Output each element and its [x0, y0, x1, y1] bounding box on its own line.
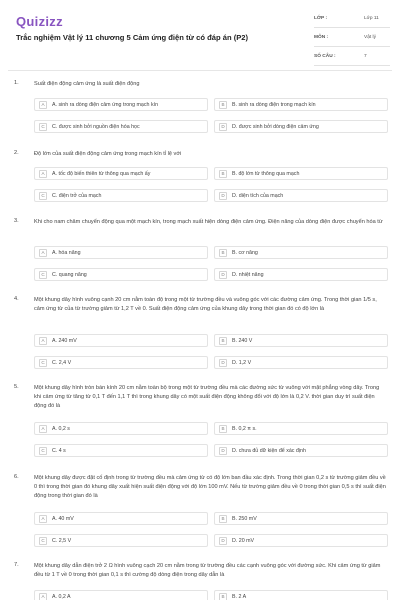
option-letter-badge: C: [39, 192, 47, 200]
meta-label: SỐ CÂU :: [314, 54, 336, 59]
option-a[interactable]: [34, 590, 208, 600]
option-text: B. 2 A: [232, 594, 247, 600]
option-b[interactable]: [214, 422, 388, 435]
option-letter-badge: B: [219, 249, 227, 257]
option-text: A. 240 mV: [52, 338, 77, 344]
option-b[interactable]: [214, 334, 388, 347]
option-text: D. diện tích của mạch: [232, 193, 284, 199]
option-letter-badge: C: [39, 447, 47, 455]
option-letter-badge: A: [39, 515, 47, 523]
option-text: D. 1,2 V: [232, 360, 252, 366]
option-a[interactable]: [34, 334, 208, 347]
quizizz-logo[interactable]: Quizizz: [16, 14, 63, 29]
option-text: B. cơ năng: [232, 250, 258, 256]
option-text: D. nhiệt năng: [232, 272, 264, 278]
meta-label: MÔN :: [314, 35, 329, 40]
question-text: Khi cho nam châm chuyển động qua một mạch kín, trong mạch xuất hiện dòng điện cảm ứng. Điện năng của dòng điện được chuyển hóa từ: [34, 219, 383, 225]
option-c[interactable]: [34, 120, 208, 133]
question-text: Một khung dây hình tròn bán kính 20 cm nằm toàn bộ trong một từ trường đều mà các đường sức từ vuông với mặt phẳng vòng dây. Trong khi cảm ứng từ tăng từ 0,1 T đến 1,1 T thì trong khung dây có một suất điện động không đổi với độ lớn là 0,2 V. thời gian duy trì suất điện động đó là: [34, 385, 380, 409]
meta-row-class: [314, 12, 390, 28]
option-text: D. được sinh bởi dòng điện cảm ứng: [232, 124, 319, 130]
option-c[interactable]: [34, 534, 208, 547]
meta-label: LỚP :: [314, 16, 328, 21]
option-letter-badge: C: [39, 359, 47, 367]
option-b[interactable]: [214, 590, 388, 600]
option-text: A. 40 mV: [52, 516, 74, 522]
question-text: Suất điện động cảm ứng là suất điện động: [34, 81, 140, 87]
worksheet-meta: [314, 12, 390, 69]
option-c[interactable]: [34, 356, 208, 369]
option-d[interactable]: [214, 268, 388, 281]
option-d[interactable]: [214, 356, 388, 369]
option-letter-badge: C: [39, 537, 47, 545]
question-number: 3.: [14, 218, 19, 224]
question-text: Một khung dây được đặt cố định trong từ trường đều mà cảm ứng từ có độ lớn ban đầu xác định. Trong thời gian 0,2 s từ trường giảm đều về 0 thì trong thời gian đó khung dây xuất hiện suất điện động với độ lớn 100 mV. Nếu từ trường giảm đều về 0 trong thời gian 0,5 s thì suất điện động trong thời gian đó là: [34, 475, 386, 499]
question-text: Độ lớn của suất điện động cảm ứng trong mạch kín tỉ lệ với: [34, 151, 182, 157]
option-letter-badge: B: [219, 425, 227, 433]
option-c[interactable]: [34, 189, 208, 202]
option-letter-badge: A: [39, 337, 47, 345]
meta-row-count: [314, 50, 390, 66]
option-letter-badge: B: [219, 593, 227, 600]
option-text: B. 0,2 π s.: [232, 426, 257, 432]
option-d[interactable]: [214, 189, 388, 202]
option-b[interactable]: [214, 246, 388, 259]
option-text: C. 2,5 V: [52, 538, 72, 544]
meta-value: Lớp 11: [364, 16, 379, 21]
option-letter-badge: C: [39, 123, 47, 131]
option-letter-badge: B: [219, 337, 227, 345]
option-text: A. sinh ra dòng điện cảm ứng trong mạch kín: [52, 102, 159, 108]
option-a[interactable]: [34, 512, 208, 525]
option-text: C. 2,4 V: [52, 360, 72, 366]
option-a[interactable]: [34, 246, 208, 259]
option-letter-badge: C: [39, 271, 47, 279]
option-text: D. 20 mV: [232, 538, 255, 544]
option-b[interactable]: [214, 167, 388, 180]
option-text: B. 250 mV: [232, 516, 257, 522]
option-text: A. 0,2 s: [52, 426, 70, 432]
worksheet-header: [0, 0, 400, 66]
option-letter-badge: D: [219, 192, 227, 200]
question-text: Một khung dây hình vuông cạnh 20 cm nằm toàn độ trong một từ trường đều và vuông góc với các đường cảm ứng. Trong thời gian 1/5 s, cảm ứng từ của từ trường giảm từ 1,2 T về 0. Suất điện động cảm ứng của khung dây trong thời gian đó có độ lớn là: [34, 297, 377, 312]
question-number: 1.: [14, 80, 19, 86]
option-text: C. quang năng: [52, 272, 87, 278]
option-letter-badge: A: [39, 249, 47, 257]
option-letter-badge: D: [219, 537, 227, 545]
option-text: A. tốc độ biến thiên từ thông qua mạch ấy: [52, 171, 151, 177]
question-text: Một khung dây dẫn điện trở 2 Ω hình vuông cạch 20 cm nằm trong từ trường đều các cạnh vuông góc với đường sức. Khi cảm ứng từ giảm đều từ 1 T về 0 trong thời gian 0,1 s thì cường độ dòng điện trong dây dẫn là: [34, 563, 381, 578]
option-a[interactable]: [34, 422, 208, 435]
option-letter-badge: D: [219, 447, 227, 455]
option-c[interactable]: [34, 268, 208, 281]
option-text: C. được sinh bởi nguồn điện hóa học: [52, 124, 140, 130]
option-text: B. sinh ra dòng điện trong mạch kín: [232, 102, 316, 108]
option-text: B. 240 V: [232, 338, 253, 344]
meta-value: Vật lý: [364, 35, 376, 40]
option-d[interactable]: [214, 120, 388, 133]
option-letter-badge: A: [39, 425, 47, 433]
option-text: D. chưa đủ dữ kiện để xác định: [232, 448, 306, 454]
option-d[interactable]: [214, 534, 388, 547]
option-b[interactable]: [214, 512, 388, 525]
option-d[interactable]: [214, 444, 388, 457]
option-letter-badge: D: [219, 123, 227, 131]
question-number: 7.: [14, 562, 19, 568]
option-letter-badge: A: [39, 593, 47, 600]
option-letter-badge: B: [219, 170, 227, 178]
meta-value: 7: [364, 54, 367, 59]
option-a[interactable]: [34, 167, 208, 180]
option-letter-badge: A: [39, 170, 47, 178]
option-text: C. điện trở của mạch: [52, 193, 102, 199]
option-b[interactable]: [214, 98, 388, 111]
question-number: 6.: [14, 474, 19, 480]
option-text: A. 0,2 A: [52, 594, 71, 600]
option-text: A. hóa năng: [52, 250, 81, 256]
option-letter-badge: B: [219, 515, 227, 523]
page-title: Trắc nghiệm Vật lý 11 chương 5 Cảm ứng điện từ có đáp án (P2): [16, 33, 249, 42]
option-letter-badge: A: [39, 101, 47, 109]
option-text: B. độ lớn từ thông qua mạch: [232, 171, 300, 177]
option-text: C. 4 s: [52, 448, 66, 454]
option-letter-badge: D: [219, 271, 227, 279]
option-letter-badge: D: [219, 359, 227, 367]
option-c[interactable]: [34, 444, 208, 457]
option-letter-badge: B: [219, 101, 227, 109]
meta-row-subject: [314, 31, 390, 47]
question-number: 5.: [14, 384, 19, 390]
option-a[interactable]: [34, 98, 208, 111]
header-divider: [8, 70, 392, 71]
question-number: 4.: [14, 296, 19, 302]
question-number: 2.: [14, 150, 19, 156]
